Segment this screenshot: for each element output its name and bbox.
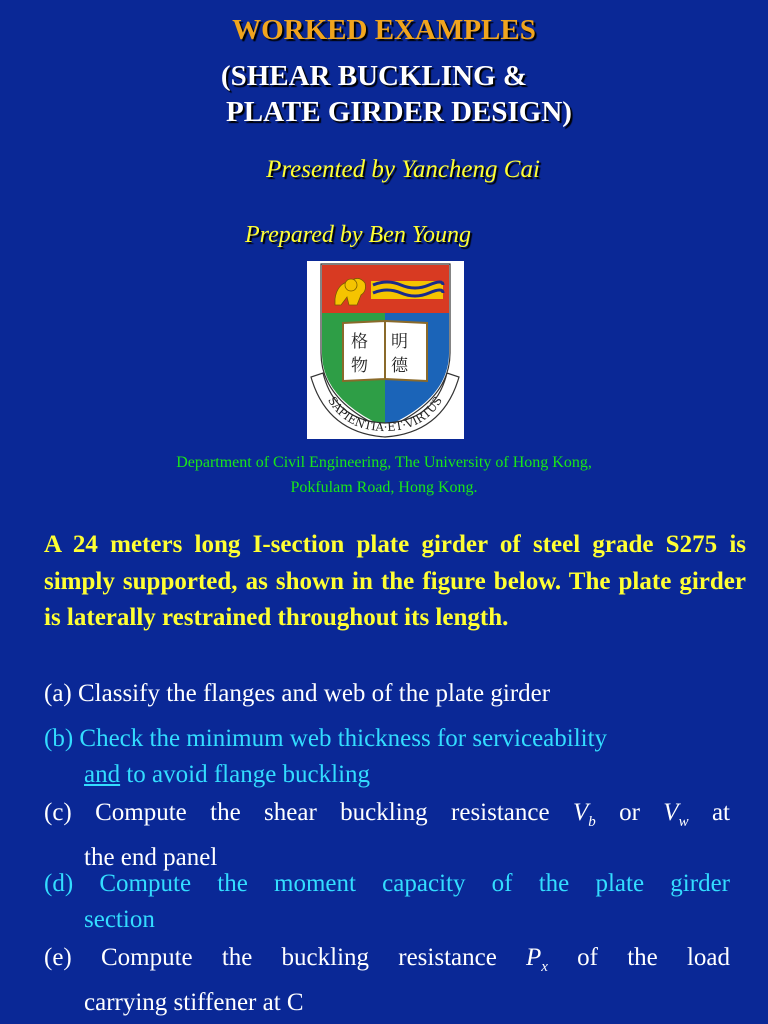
subtitle-line-2: PLATE GIRDER DESIGN) bbox=[226, 96, 572, 128]
department-line-1: Department of Civil Engineering, The University of Hong Kong, bbox=[176, 454, 592, 471]
slide-title: WORKED EXAMPLES bbox=[232, 14, 536, 46]
item-c-line-2: the end panel bbox=[84, 844, 218, 871]
crest-motto: SAPIENTIA·ET·VIRTUS bbox=[325, 393, 445, 435]
crest-char-4: 德 bbox=[391, 356, 408, 376]
item-d-line-1: (d) Compute the moment capacity of the plate girder bbox=[44, 870, 730, 897]
crest-emblem-icon bbox=[307, 261, 464, 439]
item-b-line-2: and to avoid flange buckling bbox=[84, 761, 371, 788]
item-c-line-1: (c) Compute the shear buckling resistance $V_b$ or $V_w$ at bbox=[44, 799, 731, 830]
crest-char-1: 格 bbox=[351, 332, 368, 352]
item-c bbox=[44, 795, 730, 876]
subtitle-line-1: (SHEAR BUCKLING & bbox=[220, 60, 528, 92]
item-d bbox=[44, 866, 730, 938]
university-crest bbox=[307, 261, 464, 439]
item-e bbox=[44, 940, 730, 1021]
slide-subtitle bbox=[0, 58, 768, 130]
item-a: (a) Classify the flanges and web of the plate girder bbox=[44, 680, 551, 707]
crest-char-2: 明 bbox=[391, 332, 408, 352]
item-d-line-2: section bbox=[84, 906, 155, 933]
item-b bbox=[44, 721, 730, 793]
problem-statement: A 24 meters long I-section plate girder of steel grade S275 is simply supported, as shown in the figure below. The plate girder is laterally restrained throughout its length. bbox=[44, 531, 746, 631]
preparer-credit: Prepared by Ben Young bbox=[245, 222, 471, 248]
presenter-credit: Presented by Yancheng Cai bbox=[266, 156, 540, 183]
department-address bbox=[0, 450, 768, 500]
item-b-line-1: (b) Check the minimum web thickness for serviceability bbox=[44, 725, 608, 752]
department-line-2: Pokfulam Road, Hong Kong. bbox=[290, 479, 478, 496]
item-e-line-2: carrying stiffener at C bbox=[84, 989, 304, 1016]
item-e-line-1: (e) Compute the buckling resistance $P_x$ of the load bbox=[44, 944, 730, 975]
item-b-and: and bbox=[84, 761, 121, 788]
crest-char-3: 物 bbox=[351, 356, 368, 376]
